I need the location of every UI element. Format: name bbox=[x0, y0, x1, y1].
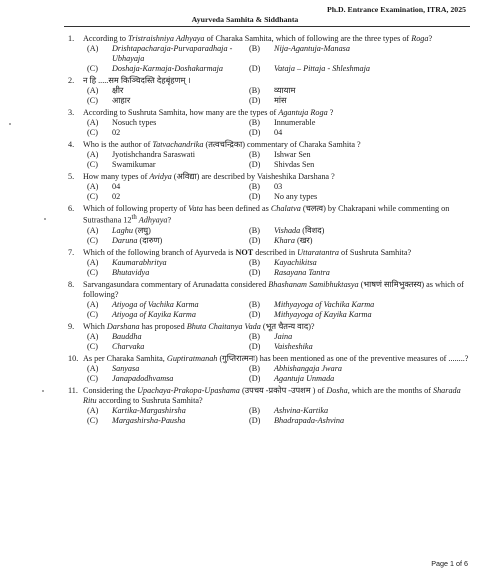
answer-option bbox=[249, 86, 470, 96]
question-stem bbox=[68, 386, 470, 406]
option-label: (A) bbox=[87, 331, 99, 341]
option-label: (A) bbox=[87, 257, 99, 267]
option-text: Vataja – Pittaja - Shleshmaja bbox=[274, 64, 370, 73]
option-label: (C) bbox=[87, 64, 98, 73]
answer-option bbox=[249, 64, 470, 74]
option-label: (D) bbox=[249, 96, 261, 105]
answer-option bbox=[249, 44, 470, 64]
answer-option bbox=[87, 160, 249, 170]
option-text: Rasayana Tantra bbox=[274, 267, 330, 277]
answer-option bbox=[87, 332, 249, 342]
option-label: (B) bbox=[249, 150, 260, 159]
option-text: Ashvina-Kartika bbox=[274, 405, 329, 415]
question-number: 3. bbox=[68, 108, 75, 117]
header-rule bbox=[64, 26, 470, 27]
answer-option bbox=[87, 268, 249, 278]
answer-option bbox=[249, 128, 470, 138]
question-text: Which of following property of Vata has been defined as Chalatva (चलत्व) by Chakrapani while commenting on Sutrasthana 12th Adhyaya? bbox=[83, 204, 450, 225]
option-label: (C) bbox=[87, 96, 98, 105]
option-text: Laghu (लघु) bbox=[112, 225, 151, 235]
question-stem bbox=[68, 34, 470, 44]
question-stem bbox=[68, 76, 470, 86]
option-text: Shivdas Sen bbox=[274, 160, 315, 169]
option-text: Nosuch types bbox=[112, 118, 157, 127]
answer-option bbox=[87, 310, 249, 320]
option-text: Vaisheshika bbox=[274, 341, 313, 351]
question-stem bbox=[68, 248, 470, 258]
option-grid bbox=[87, 258, 470, 278]
answer-option bbox=[87, 86, 249, 96]
option-label: (B) bbox=[249, 257, 260, 267]
question-stem bbox=[68, 140, 470, 150]
question-text: Who is the author of Tatvachandrika (तत्वचन्द्रिका) commentary of Charaka Samhita ? bbox=[83, 140, 361, 149]
option-label: (B) bbox=[249, 182, 260, 191]
option-label: (C) bbox=[87, 235, 98, 245]
option-label: (C) bbox=[87, 160, 98, 169]
answer-option bbox=[249, 150, 470, 160]
option-label: (D) bbox=[249, 341, 261, 351]
option-label: (A) bbox=[87, 86, 99, 95]
option-text: मांस bbox=[274, 96, 287, 105]
option-text: Bauddha bbox=[112, 331, 142, 341]
option-text: 04 bbox=[274, 128, 283, 137]
option-label: (B) bbox=[249, 225, 260, 235]
option-text: Atiyoga of Vachika Karma bbox=[112, 299, 199, 309]
option-text: Jyotishchandra Saraswati bbox=[112, 150, 195, 159]
option-grid bbox=[87, 226, 470, 246]
answer-option bbox=[87, 364, 249, 374]
answer-option bbox=[87, 226, 249, 236]
option-label: (C) bbox=[87, 309, 98, 319]
question-5 bbox=[68, 172, 470, 202]
option-label: (B) bbox=[249, 405, 260, 415]
answer-option bbox=[87, 416, 249, 426]
answer-option bbox=[87, 342, 249, 352]
option-label: (A) bbox=[87, 182, 99, 191]
answer-option bbox=[87, 374, 249, 384]
option-label: (B) bbox=[249, 118, 260, 127]
option-label: (C) bbox=[87, 192, 98, 201]
option-text: Mithyayoga of Kayika Karma bbox=[274, 309, 372, 319]
option-grid bbox=[87, 182, 470, 202]
option-text: 04 bbox=[112, 182, 121, 191]
option-text: Abhishangaja Jwara bbox=[274, 363, 343, 373]
option-text: व्यायाम bbox=[274, 86, 296, 95]
option-text: Ishwar Sen bbox=[274, 150, 311, 159]
answer-option bbox=[87, 128, 249, 138]
question-number: 2. bbox=[68, 76, 75, 85]
option-text: Jaina bbox=[274, 331, 293, 341]
answer-option bbox=[249, 406, 470, 416]
option-text: No any types bbox=[274, 192, 318, 201]
option-label: (A) bbox=[87, 118, 99, 127]
option-label: (A) bbox=[87, 299, 99, 309]
question-text: Which Darshana has proposed Bhuta Chaitanya Vada (भूत चैतन्य वाद)? bbox=[83, 321, 315, 331]
answer-option bbox=[87, 300, 249, 310]
answer-option bbox=[249, 160, 470, 170]
page-number: Page 1 of 6 bbox=[431, 559, 468, 569]
option-text: Kayachikitsa bbox=[274, 257, 317, 267]
answer-option bbox=[249, 416, 470, 426]
subject-title: Ayurveda Samhita & Siddhanta bbox=[191, 15, 299, 24]
option-text: Sanyasa bbox=[112, 363, 140, 373]
option-text: 02 bbox=[112, 192, 121, 201]
option-label: (B) bbox=[249, 44, 260, 53]
question-stem bbox=[68, 204, 470, 226]
answer-option bbox=[87, 150, 249, 160]
answer-option bbox=[249, 192, 470, 202]
question-1 bbox=[68, 34, 470, 74]
option-text: Bhadrapada-Ashvina bbox=[274, 415, 345, 425]
question-9 bbox=[68, 322, 470, 352]
answer-option bbox=[249, 182, 470, 192]
option-text: 02 bbox=[112, 128, 121, 137]
option-text: Atiyoga of Kayika Karma bbox=[112, 309, 196, 319]
question-number: 7. bbox=[68, 247, 75, 257]
question-number: 4. bbox=[68, 140, 75, 149]
question-10 bbox=[68, 354, 470, 384]
option-label: (B) bbox=[249, 86, 260, 95]
option-label: (D) bbox=[249, 64, 261, 73]
option-text: क्षीर bbox=[112, 86, 124, 95]
answer-option bbox=[249, 342, 470, 352]
option-label: (B) bbox=[249, 299, 260, 309]
answer-option bbox=[249, 374, 470, 384]
option-label: (C) bbox=[87, 341, 98, 351]
option-label: (D) bbox=[249, 309, 261, 319]
option-label: (D) bbox=[249, 267, 261, 277]
option-label: (D) bbox=[249, 192, 261, 201]
question-stem bbox=[68, 172, 470, 182]
answer-option bbox=[249, 364, 470, 374]
question-text: As per Charaka Samhita, Guptiratmanah (गुप्तिरात्मनः) has been mentioned as one of the preventive measures of ........? bbox=[83, 353, 469, 363]
option-text: 03 bbox=[274, 182, 283, 191]
question-text: According to Sushruta Samhita, how many are the types of Agantuja Roga ? bbox=[83, 108, 334, 117]
question-stem bbox=[68, 354, 470, 364]
answer-option bbox=[249, 236, 470, 246]
option-text: Daruna (दारुण) bbox=[112, 235, 163, 245]
question-text: न हि .....सम किञ्चिदस्ति देहबृंहणम् । bbox=[83, 76, 191, 85]
question-7 bbox=[68, 248, 470, 278]
answer-option bbox=[87, 406, 249, 416]
question-11 bbox=[68, 386, 470, 426]
option-label: (A) bbox=[87, 225, 99, 235]
answer-option bbox=[87, 96, 249, 106]
answer-option bbox=[87, 236, 249, 246]
option-label: (A) bbox=[87, 363, 99, 373]
question-number: 1. bbox=[68, 34, 75, 43]
option-grid bbox=[87, 364, 470, 384]
option-label: (D) bbox=[249, 160, 261, 169]
option-grid bbox=[87, 150, 470, 170]
question-8 bbox=[68, 280, 470, 320]
answer-option bbox=[87, 44, 249, 64]
question-text: How many types of Avidya (अविद्या) are described by Vaisheshika Darshana ? bbox=[83, 172, 335, 181]
question-number: 9. bbox=[68, 321, 75, 331]
option-text: Swamikumar bbox=[112, 160, 156, 169]
option-grid bbox=[87, 118, 470, 138]
option-text: Mithyayoga of Vachika Karma bbox=[274, 299, 375, 309]
answer-option bbox=[249, 258, 470, 268]
answer-option bbox=[87, 118, 249, 128]
answer-option bbox=[249, 226, 470, 236]
option-text: Bhutavidya bbox=[112, 267, 150, 277]
option-label: (D) bbox=[249, 373, 261, 383]
option-label: (D) bbox=[249, 415, 261, 425]
option-label: (C) bbox=[87, 267, 98, 277]
scan-speck bbox=[9, 123, 11, 125]
question-2 bbox=[68, 76, 470, 106]
answer-option bbox=[87, 192, 249, 202]
question-3 bbox=[68, 108, 470, 138]
option-label: (A) bbox=[87, 150, 99, 159]
option-label: (A) bbox=[87, 44, 99, 53]
question-text: Which of the following branch of Ayurveda is NOT described in Uttaratantra of Sushruta Samhita? bbox=[83, 247, 412, 257]
question-text: According to Tristraishniya Adhyaya of Charaka Samhita, which of following are the three types of Roga? bbox=[83, 34, 433, 43]
option-text: Nija-Agantuja-Manasa bbox=[274, 44, 350, 53]
answer-option bbox=[249, 96, 470, 106]
question-4 bbox=[68, 140, 470, 170]
question-number: 11. bbox=[68, 385, 78, 395]
option-text: Janapadodhvamsa bbox=[112, 373, 174, 383]
option-text: Charvaka bbox=[112, 341, 145, 351]
option-label: (B) bbox=[249, 363, 260, 373]
option-grid bbox=[87, 300, 470, 320]
question-6 bbox=[68, 204, 470, 246]
answer-option bbox=[249, 310, 470, 320]
answer-option bbox=[87, 258, 249, 268]
question-number: 8. bbox=[68, 279, 75, 289]
question-number: 5. bbox=[68, 172, 75, 181]
option-text: Kaumarabhritya bbox=[112, 257, 167, 267]
question-list bbox=[68, 34, 470, 428]
option-text: Kartika-Margashirsha bbox=[112, 405, 186, 415]
scan-speck bbox=[42, 390, 44, 392]
scan-speck bbox=[44, 218, 46, 220]
option-text: Drishtapacharaja-Purvaparadhaja - Ubhayaja bbox=[112, 44, 233, 63]
option-text: Agantuja Unmada bbox=[274, 373, 335, 383]
option-text: Innumerable bbox=[274, 118, 316, 127]
exam-title: Ph.D. Entrance Examination, ITRA, 2025 bbox=[326, 5, 466, 14]
option-text: Khara (खर) bbox=[274, 235, 313, 245]
answer-option bbox=[249, 300, 470, 310]
question-stem bbox=[68, 108, 470, 118]
option-grid bbox=[87, 44, 470, 74]
question-stem bbox=[68, 280, 470, 300]
option-text: Doshaja-Karmaja-Doshakarmaja bbox=[112, 64, 223, 73]
option-label: (C) bbox=[87, 373, 98, 383]
option-text: Margashirsha-Pausha bbox=[112, 415, 186, 425]
option-label: (D) bbox=[249, 128, 261, 137]
option-label: (B) bbox=[249, 331, 260, 341]
option-label: (C) bbox=[87, 128, 98, 137]
option-text: Vishada (विशद) bbox=[274, 225, 325, 235]
option-label: (D) bbox=[249, 235, 261, 245]
option-text: आहार bbox=[112, 96, 131, 105]
question-number: 6. bbox=[68, 204, 75, 213]
option-label: (C) bbox=[87, 415, 98, 425]
answer-option bbox=[87, 182, 249, 192]
question-text: Sarvangasundara commentary of Arunadatta considered Bhashanam Samibhuktasya (भाषणं सामिभुक्तस्य) as which of following? bbox=[83, 279, 464, 299]
answer-option bbox=[249, 268, 470, 278]
question-stem bbox=[68, 322, 470, 332]
option-label: (A) bbox=[87, 405, 99, 415]
answer-option bbox=[87, 64, 249, 74]
question-number: 10. bbox=[68, 353, 79, 363]
question-text: Considering the Upachaya-Prakopa-Upashama (उपचय -प्रकोप -उपशम ) of Dosha, which are the months of Sharada Ritu according to Sushruta Samhita? bbox=[83, 385, 461, 405]
option-grid bbox=[87, 406, 470, 426]
option-grid bbox=[87, 86, 470, 106]
answer-option bbox=[249, 332, 470, 342]
answer-option bbox=[249, 118, 470, 128]
option-grid bbox=[87, 332, 470, 352]
